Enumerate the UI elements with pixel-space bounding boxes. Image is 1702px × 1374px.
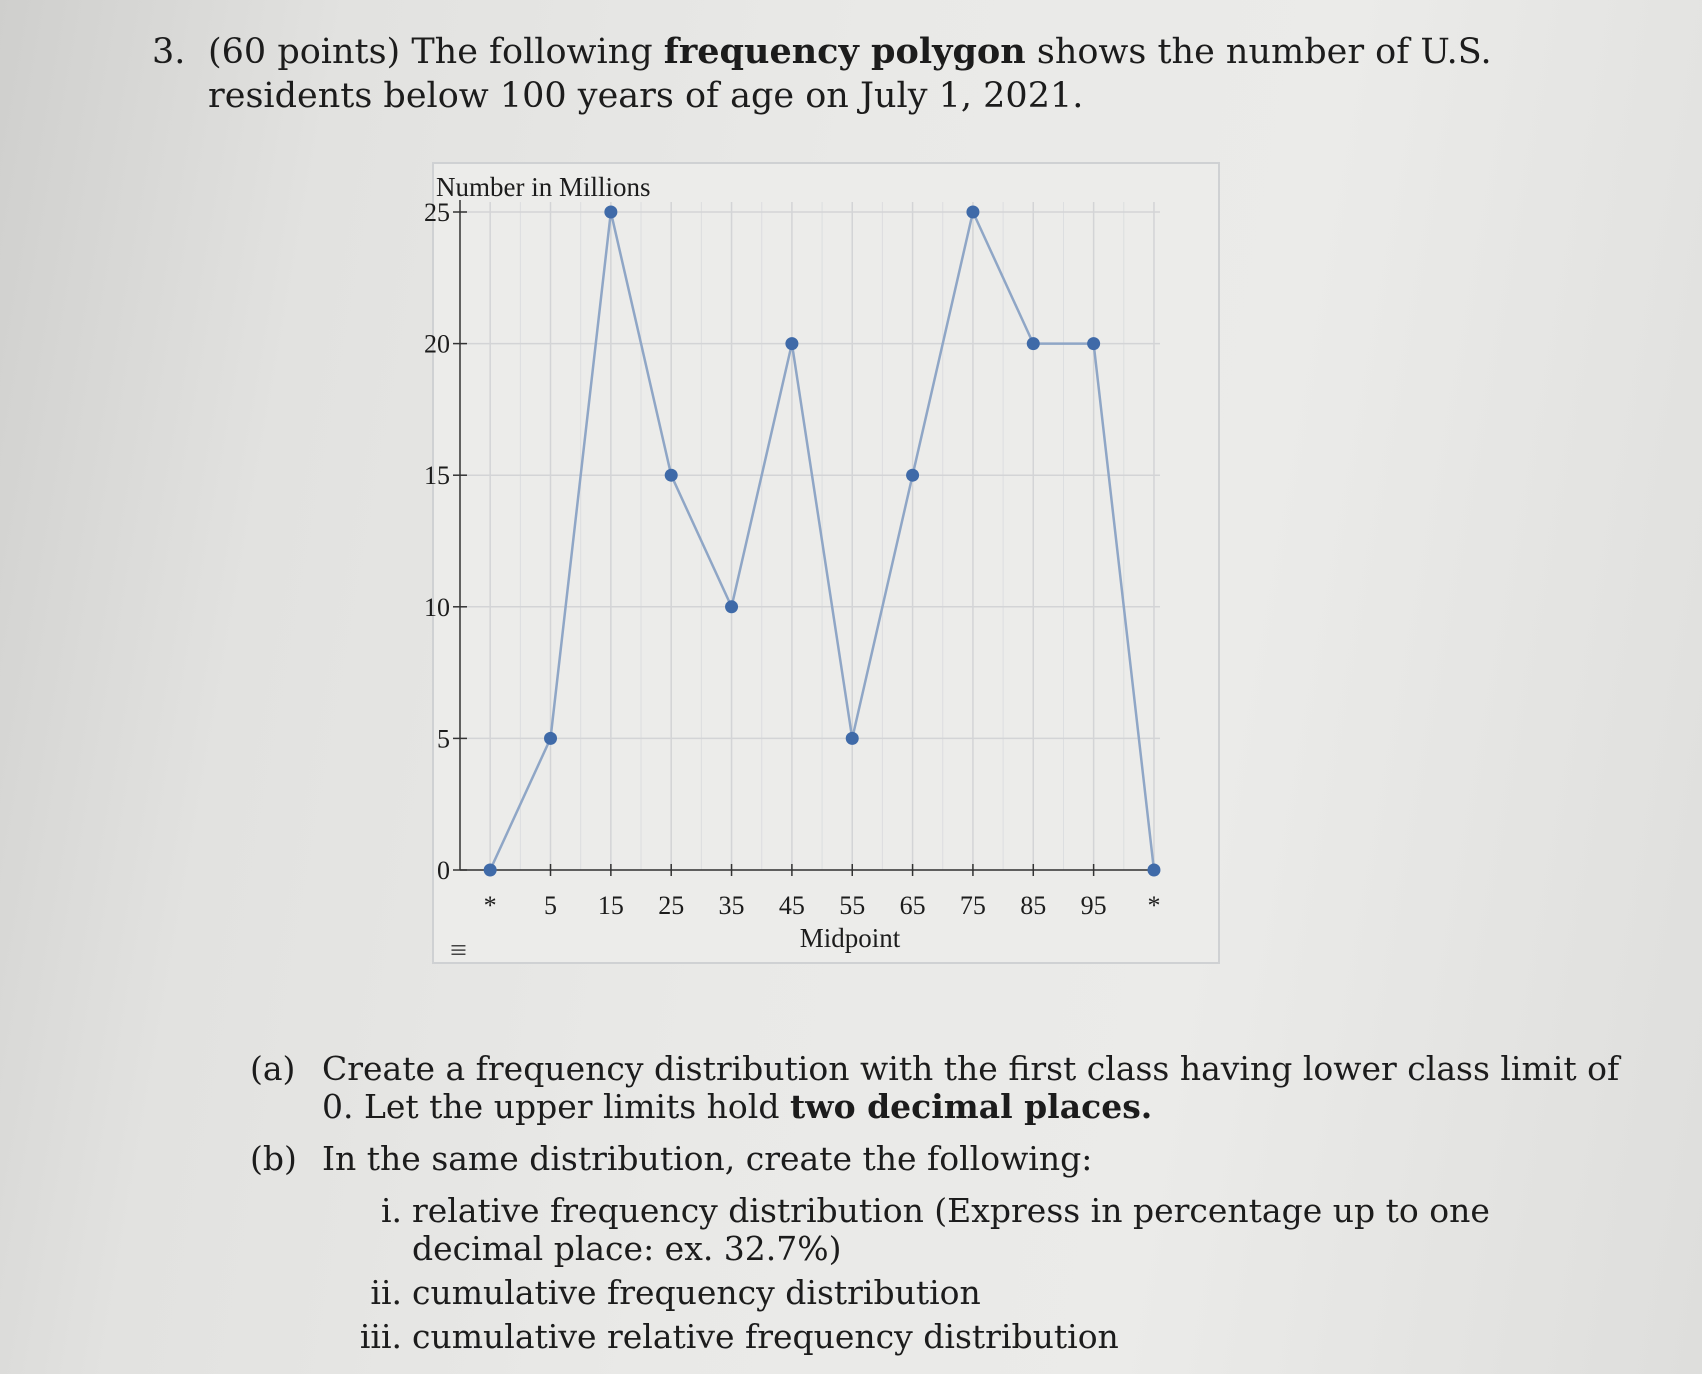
data-point [484,864,497,877]
x-tick-label: 25 [658,891,685,920]
y-tick-label: 10 [424,592,450,622]
part-a-text-bold: two decimal places. [789,1087,1153,1126]
x-tick-label: 35 [718,891,745,920]
question-intro-1: (60 points) The following [208,32,664,72]
data-point [966,206,979,219]
y-tick-label: 15 [424,461,450,491]
question-intro-bold: frequency polygon [663,31,1026,72]
data-point [785,337,798,350]
data-point [604,206,617,219]
data-point [1087,337,1100,350]
question-number: 3. [152,32,186,72]
question-intro-2: shows the number of U.S. residents below 100 years of age on July 1, 2021. [208,32,1492,116]
data-point [1027,337,1040,350]
chart-axes [460,200,1160,870]
y-tick-label: 5 [437,724,450,754]
y-tick-label: 20 [424,329,450,359]
data-point [906,469,919,482]
x-tick-label: 65 [899,891,926,920]
part-b-label: (b) [250,1139,297,1178]
part-b-text: In the same distribution, create the following: [322,1139,1093,1178]
x-tick-label: 75 [959,891,986,920]
data-point [544,732,557,745]
x-tick-label: 55 [839,891,866,920]
x-tick-label: 5 [544,891,558,920]
data-point [846,732,859,745]
x-tick-labels [484,864,1161,920]
frequency-polygon-chart [424,162,1220,967]
chart-svg [424,164,1218,967]
data-point [1147,864,1160,877]
x-tick-label: * [1147,891,1161,920]
part-a-label: (a) [250,1049,296,1088]
x-tick-label: 95 [1080,891,1107,920]
item-text: relative frequency distribution (Express in percentage up to one decimal place: ex. 32.7%) [412,1191,1490,1268]
question-text [208,30,1578,118]
part-a-text [322,1050,1622,1126]
y-tick-label: 25 [424,198,450,227]
x-tick-label: 85 [1020,891,1047,920]
x-axis-label: Midpoint [799,923,901,953]
x-tick-label: * [483,891,497,920]
y-axis-label: Number in Millions [436,172,651,202]
x-tick-label: 45 [778,891,805,920]
item-text: cumulative frequency distribution [412,1273,981,1312]
data-point [725,600,738,613]
item-label: i. [380,1191,402,1230]
x-tick-label: 15 [597,891,624,920]
part-a-text-1: Create a frequency distribution with the first class having lower class limit of 0. Let the upper limits hold [322,1049,1620,1126]
item-text: cumulative relative frequency distribution [412,1317,1119,1356]
item-label: ii. [370,1273,402,1312]
chart-menu-icon[interactable]: ≡ [450,934,467,967]
chart-grid [460,202,1160,870]
data-point [665,469,678,482]
y-tick-label: 0 [437,856,450,885]
item-label: iii. [359,1317,402,1356]
